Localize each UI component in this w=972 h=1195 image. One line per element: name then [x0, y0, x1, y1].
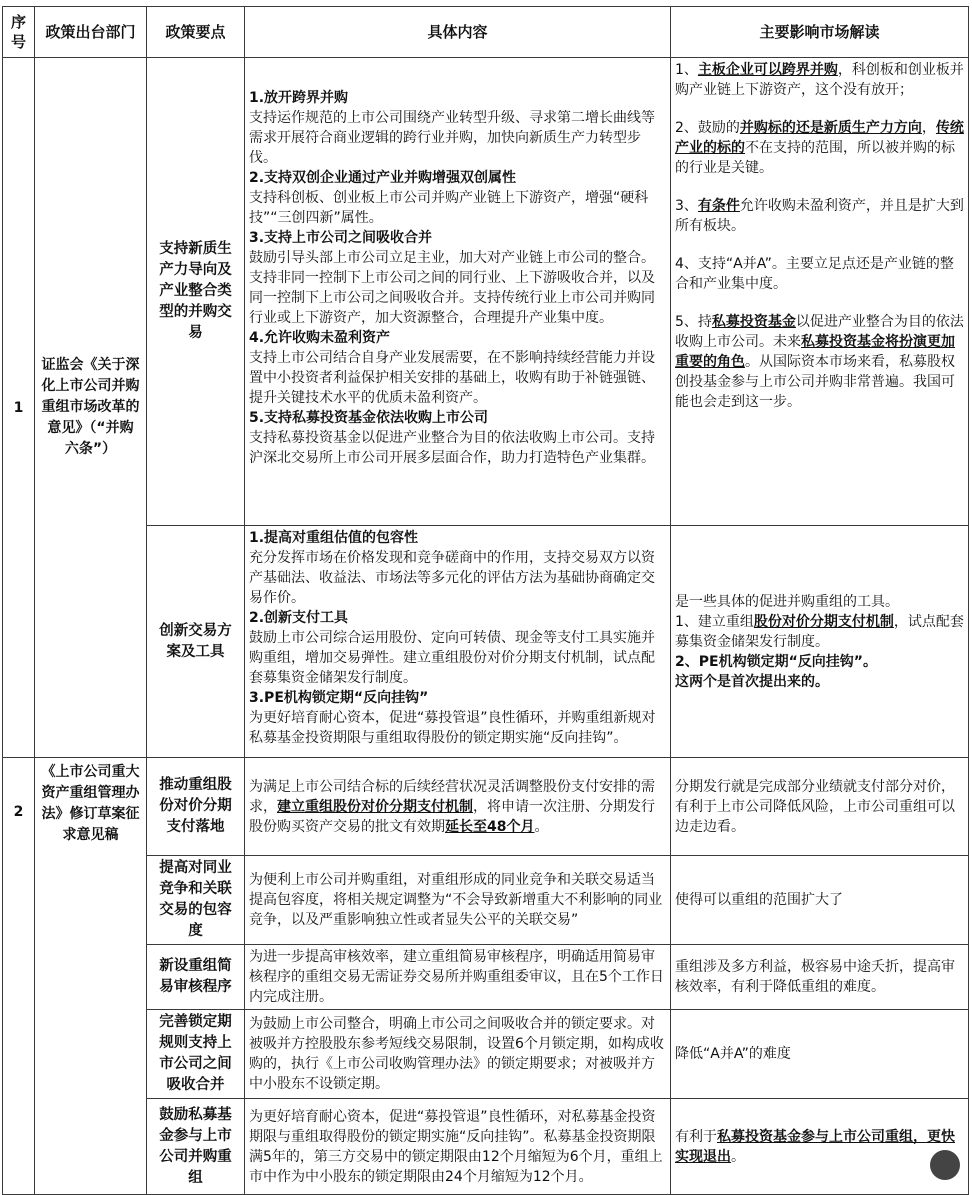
- content-text: 。: [534, 818, 549, 835]
- impact-item: 4、支持“A并A”。主要立足点还是产业链的整合和产业集中度。: [675, 256, 954, 292]
- policy-content: [245, 526, 671, 758]
- content-text: 为满足上市公司结合标的后续经营状况灵活调整股份支付安排的需求，: [249, 778, 655, 815]
- content-item-text: 鼓励引导头部上市公司立足主业，加大对产业链上市公司的整合。支持非同一控制下上市公司之间的同行业、上下游吸收合并，以及同一控制下上市公司之间吸收合并。支持传统行业上市公司并购同行业或上下游资产，加大资源整合，合理提升产业集中度。: [249, 250, 655, 326]
- impact-text: 2、鼓励的: [675, 120, 740, 136]
- impact-text: 允许收购未盈利资产，并且是扩大到所有板块。: [675, 198, 964, 234]
- policy-content: 为鼓励上市公司整合，明确上市公司之间吸收合并的锁定要求。对被吸并方控股股东参考短线交易限制，设置6个月锁定期，如构成收购的，执行《上市公司收购管理办法》的锁定期要求；对被吸并方中小股东不设锁定期。: [245, 1010, 671, 1099]
- header-num: 序号: [3, 7, 35, 58]
- content-item: [249, 328, 666, 408]
- policy-point: 完善锁定期规则支持上市公司之间吸收合并: [147, 1010, 245, 1099]
- impact-item: [675, 312, 964, 412]
- content-text: ，将申请一次注册、分期发行股份购买资产交易的批文有效期: [249, 798, 655, 835]
- policy-table: [2, 6, 969, 1195]
- impact-text: 5、持: [675, 314, 712, 330]
- content-item-title: 2.创新支付工具: [249, 610, 349, 626]
- impact-text: 有利于: [675, 1128, 717, 1145]
- content-item: [249, 168, 666, 228]
- policy-content: 为进一步提高审核效率，建立重组简易审核程序，明确适用简易审核程序的重组交易无需证券交易所并购重组委审议，且在5个工作日内完成注册。: [245, 945, 671, 1010]
- policy-point: 支持新质生产力导向及产业整合类型的并购交易: [147, 58, 245, 526]
- content-item-text: 支持上市公司结合自身产业发展需要，在不影响持续经营能力并设置中小投资者利益保护相关安排的基础上，收购有助于补链强链、提升关键技术水平的优质未盈利资产。: [249, 350, 655, 406]
- table-row: [3, 1010, 969, 1099]
- table-row: [3, 58, 969, 526]
- floating-avatar-icon[interactable]: [930, 1150, 960, 1180]
- market-impact: [671, 526, 969, 758]
- spacer: [675, 178, 964, 196]
- content-item-text: 鼓励上市公司综合运用股份、定向可转债、现金等支付工具实施并购重组，增加交易弹性。建立重组股份对价分期支付机制，试点配套募集资金储架发行制度。: [249, 630, 655, 686]
- market-impact: 分期发行就是完成部分业绩就支付部分对价，有利于上市公司降低风险，上市公司重组可以边走边看。: [671, 758, 969, 856]
- spacer: [675, 294, 964, 312]
- policy-department: 《上市公司重大资产重组管理办法》修订草案征求意见稿: [35, 758, 147, 1195]
- impact-text: 1、: [675, 62, 698, 78]
- policy-department: 证监会《关于深化上市公司并购重组市场改革的意见》（“并购六条”）: [35, 58, 147, 758]
- content-item-title: 5.支持私募投资基金依法收购上市公司: [249, 410, 489, 426]
- content-item-title: 2.支持双创企业通过产业并购增强双创属性: [249, 170, 517, 186]
- market-impact: 降低“A并A”的难度: [671, 1010, 969, 1099]
- impact-emphasis: 有条件: [697, 198, 740, 214]
- impact-item: 这两个是首次提出来的。: [675, 673, 829, 690]
- impact-text: ，科创板和创业板并购产业链上下游资产，这个没有放开；: [675, 62, 964, 98]
- content-item-title: 4.允许收购未盈利资产: [249, 330, 391, 346]
- header-dept: 政策出台部门: [35, 7, 147, 58]
- spacer: [675, 100, 964, 118]
- impact-item: [675, 196, 964, 236]
- content-emphasis: 建立重组股份对价分期支付机制: [277, 798, 473, 815]
- impact-text: ，: [921, 120, 936, 136]
- content-item-text: 支持运作规范的上市公司围绕产业转型升级、寻求第二增长曲线等需求开展符合商业逻辑的跨行业并购，加快向新质生产力转型步伐。: [249, 110, 655, 166]
- impact-emphasis: 私募投资基金: [711, 314, 796, 330]
- content-item: [249, 408, 666, 468]
- impact-emphasis: 并购标的还是新质生产力方向: [739, 120, 922, 136]
- content-item-title: 3.PE机构锁定期“反向挂钩”: [249, 690, 429, 706]
- table-row: [3, 1099, 969, 1195]
- table-row: [3, 526, 969, 758]
- impact-text: 1、建立重组: [675, 613, 754, 630]
- content-item-title: 1.提高对重组估值的包容性: [249, 530, 419, 546]
- policy-point: 新设重组简易审核程序: [147, 945, 245, 1010]
- header-content: 具体内容: [245, 7, 671, 58]
- impact-text: 。: [731, 1148, 745, 1165]
- table-row: [3, 758, 969, 856]
- impact-text: 3、: [675, 198, 698, 214]
- policy-table-container: [2, 6, 968, 1186]
- impact-emphasis: 主板企业可以跨界并购: [697, 62, 838, 78]
- row-number: 1: [3, 58, 35, 758]
- content-item: [249, 228, 666, 328]
- policy-point: 提高对同业竞争和关联交易的包容度: [147, 856, 245, 945]
- impact-item: [675, 612, 964, 652]
- policy-content: 为更好培育耐心资本，促进“募投管退”良性循环，对私募基金投资期限与重组取得股份的锁定期实施“反向挂钩”。私募基金投资期限满5年的，第三方交易中的锁定期限由12个月缩短为6个月，重组上市中作为中小股东的锁定期限由24个月缩短为12个月。: [245, 1099, 671, 1195]
- market-impact: [671, 1099, 969, 1195]
- content-item-title: 3.支持上市公司之间吸收合并: [249, 230, 433, 246]
- header-impact: 主要影响市场解读: [671, 7, 969, 58]
- content-item-text: 为更好培育耐心资本，促进“募投管退”良性循环，并购重组新规对私募基金投资期限与重组取得股份的锁定期实施“反向挂钩”。: [249, 710, 656, 746]
- market-impact: 使得可以重组的范围扩大了: [671, 856, 969, 945]
- impact-item: 2、PE机构锁定期“反向挂钩”。: [675, 653, 877, 670]
- impact-emphasis: 股份对价分期支付机制: [753, 613, 894, 630]
- impact-item: [675, 118, 964, 178]
- impact-item: [675, 60, 964, 100]
- market-impact: 重组涉及多方利益，极容易中途夭折，提高审核效率，有利于降低重组的难度。: [671, 945, 969, 1010]
- impact-emphasis: 私募投资基金参与上市公司重组，更快实现退出: [675, 1128, 955, 1165]
- policy-content: 为便利上市公司并购重组，对重组形成的同业竞争和关联交易适当提高包容度，将相关规定调整为“不会导致新增重大不利影响的同业竞争，以及严重影响独立性或者显失公平的关联交易”: [245, 856, 671, 945]
- policy-point: 鼓励私募基金参与上市公司并购重组: [147, 1099, 245, 1195]
- table-row: [3, 945, 969, 1010]
- impact-text: ，试点配套募集资金储架发行制度。: [675, 613, 964, 650]
- content-item-title: 1.放开跨界并购: [249, 90, 349, 106]
- impact-emphasis: 私募投资基金将扮演更加重要的角色: [675, 334, 955, 370]
- impact-item: 是一些具体的促进并购重组的工具。: [675, 593, 899, 610]
- content-item: [249, 88, 666, 168]
- market-impact: [671, 58, 969, 526]
- spacer: [675, 236, 964, 254]
- header-point: 政策要点: [147, 7, 245, 58]
- policy-point: 推动重组股份对价分期支付落地: [147, 758, 245, 856]
- impact-text: 不在支持的范围，所以被并购的标的行业是关键。: [675, 140, 955, 176]
- content-item-text: 充分发挥市场在价格发现和竞争磋商中的作用，支持交易双方以资产基础法、收益法、市场法等多元化的评估方法为基础协商确定交易作价。: [249, 550, 655, 606]
- header-row: [3, 7, 969, 58]
- policy-content: [245, 58, 671, 526]
- content-item: [249, 688, 666, 748]
- policy-point: 创新交易方案及工具: [147, 526, 245, 758]
- content-emphasis: 延长至48个月: [445, 818, 535, 835]
- row-number: 2: [3, 758, 35, 1195]
- impact-emphasis: 传统产业的标的: [675, 120, 964, 156]
- content-item-text: 支持科创板、创业板上市公司并购产业链上下游资产，增强“硬科技”“三创四新”属性。: [249, 190, 649, 226]
- policy-content: [245, 758, 671, 856]
- impact-text: 。从国际资本市场来看，私募股权创投基金参与上市公司并购非常普遍。我国可能也会走到这一步。: [675, 354, 955, 410]
- content-item: [249, 528, 666, 608]
- content-item: [249, 608, 666, 688]
- content-item-text: 支持私募投资基金以促进产业整合为目的依法收购上市公司。支持沪深北交易所上市公司开展多层面合作，助力打造特色产业集群。: [249, 430, 655, 466]
- table-row: [3, 856, 969, 945]
- impact-text: 以促进产业整合为目的依法收购上市公司。未来: [675, 314, 964, 350]
